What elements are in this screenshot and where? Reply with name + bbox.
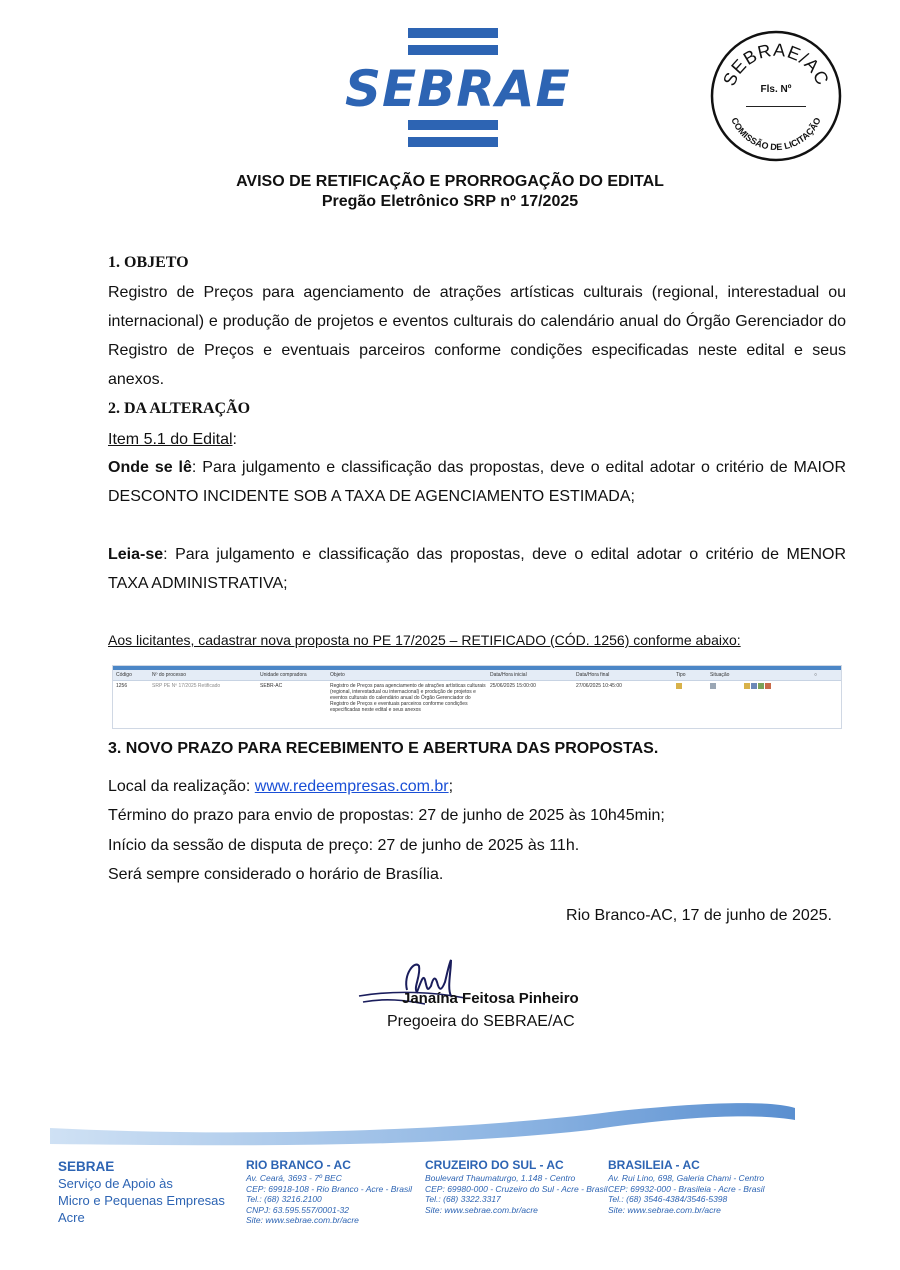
footer-brand-line: Serviço de Apoio às bbox=[58, 1176, 173, 1191]
protocol-stamp bbox=[710, 30, 842, 162]
cell-situacao bbox=[707, 683, 741, 719]
document-title: AVISO DE RETIFICAÇÃO E PRORROGAÇÃO DO EDITAL bbox=[236, 173, 664, 190]
col-codigo: Código bbox=[116, 672, 132, 678]
action-icon[interactable] bbox=[758, 683, 764, 689]
redeempresas-link[interactable]: www.redeempresas.com.br bbox=[254, 778, 449, 795]
tipo-icon bbox=[676, 683, 682, 689]
footer-office-line: Boulevard Thaumaturgo, 1.148 - Centro bbox=[425, 1173, 576, 1183]
cell-fim: 27/06/2025 10:45:00 bbox=[576, 683, 622, 689]
cell-codigo: 1256 bbox=[116, 683, 128, 689]
footer-rio-branco bbox=[246, 1158, 412, 1226]
footer-office-title: RIO BRANCO - AC bbox=[246, 1158, 351, 1172]
leia-label: Leia-se bbox=[108, 546, 164, 563]
footer-brasileia bbox=[608, 1158, 765, 1215]
cell-objeto: Registro de Preços para agenciamento de atrações artísticas culturais (regional, interestadual ou internacional) e produção de projetos e eventos culturais do calendário anual do Órgão Gerenciador do Registro de Preços e eventuais parceiros conforme condições especificadas neste edital e seus anexos bbox=[330, 683, 486, 713]
col-acoes bbox=[741, 670, 811, 680]
footer-brand-line: Micro e Pequenas Empresas bbox=[58, 1193, 225, 1208]
signatory-name: Janaína Feitosa Pinheiro bbox=[402, 990, 579, 1007]
action-icon[interactable] bbox=[765, 683, 771, 689]
footer-office-line: CEP: 69980-000 - Cruzeiro do Sul - Acre - Brasil bbox=[425, 1183, 608, 1194]
stamp-bottom-text: COMISSÃO DE LICITAÇÃO bbox=[729, 115, 823, 153]
logo-text: SEBRAE bbox=[345, 60, 571, 118]
footer-office-line: Site: www.sebrae.com.br/acre bbox=[425, 1204, 538, 1215]
signatory-role: Pregoeira do SEBRAE/AC bbox=[387, 1013, 575, 1030]
cell-unidade: SEBR-AC bbox=[260, 683, 283, 689]
item-colon: : bbox=[232, 431, 237, 448]
footer-office-title: CRUZEIRO DO SUL - AC bbox=[425, 1158, 564, 1172]
footer-office-line: Site: www.sebrae.com.br/acre bbox=[246, 1215, 359, 1225]
action-icon[interactable] bbox=[751, 683, 757, 689]
footer-wave bbox=[50, 1078, 850, 1148]
col-processo: Nº do processo bbox=[152, 672, 187, 678]
section-2-heading: 2. DA ALTERAÇÃO bbox=[108, 400, 251, 417]
onde-label: Onde se lê bbox=[108, 459, 192, 476]
stamp-field-label: Fls. Nº bbox=[760, 84, 792, 95]
footer-office-line: Tel.: (68) 3546-4384/3546-5398 bbox=[608, 1194, 728, 1204]
situacao-icon bbox=[710, 683, 716, 689]
table-header-row bbox=[113, 670, 841, 681]
place-date: Rio Branco-AC, 17 de junho de 2025. bbox=[566, 907, 832, 924]
sebrae-logo bbox=[345, 28, 570, 148]
footer-office-line: Site: www.sebrae.com.br/acre bbox=[608, 1204, 721, 1215]
footer-office-line: Av. Ceará, 3693 - 7º BEC bbox=[246, 1173, 342, 1183]
stamp-top-text: SEBRAE/AC bbox=[718, 39, 834, 89]
leia-se-paragraph bbox=[108, 540, 846, 598]
col-inicio: Data/Hora inicial bbox=[490, 672, 527, 678]
col-situacao: Situação bbox=[710, 672, 730, 678]
section-1-body: Registro de Preços para agenciamento de atrações artísticas culturais (regional, interestadual ou internacional) e produção de projetos e eventos culturais do calendário anual do Órgão Gerenciador do Registro de Preços e eventuais parceiros conforme condições especificadas neste edital e seus anexos. bbox=[108, 284, 846, 388]
col-tipo: Tipo bbox=[676, 672, 686, 678]
document-subtitle: Pregão Eletrônico SRP nº 17/2025 bbox=[321, 193, 579, 210]
cell-acoes[interactable] bbox=[741, 683, 811, 719]
section-1-heading: 1. OBJETO bbox=[108, 254, 189, 271]
termino-line: Término do prazo para envio de propostas: 27 de junho de 2025 às 10h45min; bbox=[108, 807, 665, 824]
footer-office-line: Av. Rui Lino, 698, Galeria Chami - Centro bbox=[608, 1173, 765, 1183]
footer-office-line: CEP: 69932-000 - Brasileia - Acre - Brasil bbox=[608, 1183, 765, 1194]
table-row[interactable] bbox=[113, 681, 841, 719]
footer-office-line: CNPJ: 63.595.557/0001-32 bbox=[246, 1204, 350, 1215]
cell-inicio: 25/06/2025 15:00:00 bbox=[490, 683, 536, 689]
licitantes-note: Aos licitantes, cadastrar nova proposta no PE 17/2025 – RETIFICADO (CÓD. 1256) conforme abaixo: bbox=[108, 632, 741, 648]
footer-cruzeiro-do-sul bbox=[425, 1158, 608, 1215]
item-reference bbox=[108, 430, 237, 450]
process-table-screenshot bbox=[112, 665, 842, 729]
footer-office-line: Tel.: (68) 3216.2100 bbox=[246, 1194, 322, 1204]
cell-select[interactable] bbox=[811, 683, 841, 719]
footer-brand bbox=[58, 1158, 225, 1226]
local-end: ; bbox=[448, 778, 454, 795]
stamp-field-line bbox=[746, 106, 806, 107]
col-fim: Data/Hora final bbox=[576, 672, 610, 678]
col-objeto: Objeto bbox=[330, 672, 345, 678]
stamp-ring bbox=[710, 30, 842, 162]
cell-processo[interactable]: SRP PE Nº 17/2025 Retificado bbox=[152, 683, 221, 689]
col-select: ○ bbox=[814, 672, 818, 678]
footer-office-title: BRASILEIA - AC bbox=[608, 1158, 700, 1172]
item-label: Item 5.1 do Edital bbox=[108, 431, 233, 448]
col-unidade: Unidade compradora bbox=[260, 672, 307, 678]
local-label: Local da realização: bbox=[108, 778, 255, 795]
action-icon[interactable] bbox=[744, 683, 750, 689]
section-3-heading: 3. NOVO PRAZO PARA RECEBIMENTO E ABERTURA DAS PROPOSTAS. bbox=[108, 740, 659, 757]
inicio-line: Início da sessão de disputa de preço: 27 de junho de 2025 às 11h. bbox=[108, 837, 580, 854]
local-line bbox=[108, 777, 453, 797]
onde-text: : Para julgamento e classificação das propostas, deve o edital adotar o critério de MAIOR DESCONTO INCIDENTE SOB A TAXA DE AGENCIAMENTO ESTIMADA; bbox=[108, 459, 847, 505]
footer-brand-name: SEBRAE bbox=[58, 1159, 115, 1174]
footer-brand-line: Acre bbox=[58, 1210, 85, 1225]
cell-tipo bbox=[673, 683, 707, 719]
svg-text:COMISSÃO DE LICITAÇÃO bbox=[729, 116, 822, 152]
footer-office-line: Tel.: (68) 3322.3317 bbox=[425, 1194, 501, 1204]
footer-office-line: CEP: 69918-108 - Rio Branco - Acre - Brasil bbox=[246, 1183, 412, 1194]
onde-se-le-paragraph bbox=[108, 453, 846, 511]
leia-text: : Para julgamento e classificação das propostas, deve o edital adotar o critério de MENOR TAXA ADMINISTRATIVA; bbox=[108, 546, 846, 592]
horario-line: Será sempre considerado o horário de Brasília. bbox=[108, 866, 444, 883]
